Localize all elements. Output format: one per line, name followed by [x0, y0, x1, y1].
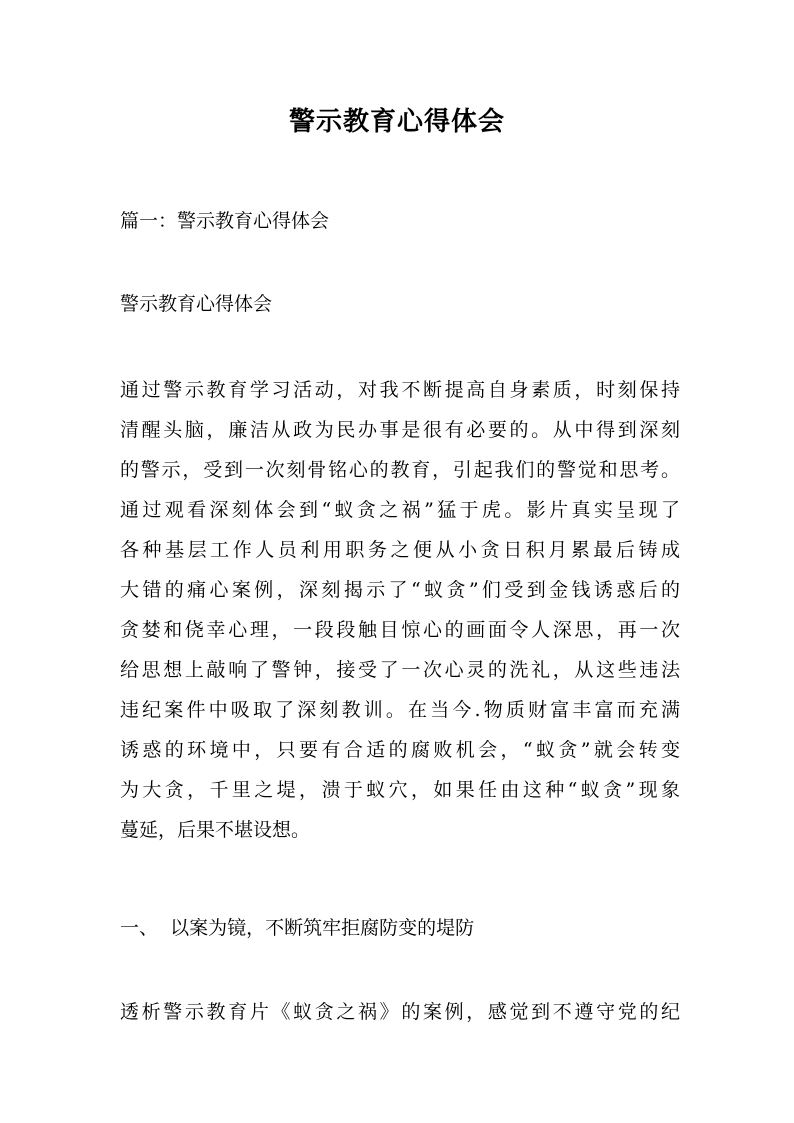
paragraph-line: 的警示，受到一次刻骨铭心的教育，引起我们的警觉和思考。 — [120, 459, 680, 481]
document-title: 警示教育心得体会 — [288, 107, 505, 137]
paragraph-line: 诱惑的环境中，只要有合适的腐败机会，“蚁贪”就会转变 — [120, 739, 680, 761]
paragraph-line: 透析警示教育片《蚁贪之祸》的案例，感觉到不遵守党的纪 — [120, 1001, 680, 1023]
paragraph-line: 各种基层工作人员利用职务之便从小贪日积月累最后铸成 — [120, 539, 680, 561]
paragraph-line: 贪婪和侥幸心理，一段段触目惊心的画面令人深思，再一次 — [120, 619, 680, 641]
paragraph-body — [120, 370, 680, 850]
paragraph-line: 违纪案件中吸取了深刻教训。在当今.物质财富丰富而充满 — [120, 699, 680, 721]
paragraph-line: 给思想上敲响了警钟，接受了一次心灵的洗礼，从这些违法 — [120, 659, 680, 681]
paragraph-line: 通过观看深刻体会到“蚁贪之祸”猛于虎。影片真实呈现了 — [120, 499, 680, 521]
paragraph-line: 大错的痛心案例，深刻揭示了“蚁贪”们受到金钱诱惑后的 — [120, 579, 680, 601]
point-heading: 一、 以案为镜，不断筑牢拒腐防变的堤防 — [120, 917, 475, 939]
paragraph-line: 为大贪，千里之堤，溃于蚁穴，如果任由这种“蚁贪”现象 — [120, 779, 680, 801]
subheading: 警示教育心得体会 — [120, 293, 273, 315]
paragraph-line: 蔓延，后果不堪设想。 — [120, 819, 311, 841]
section-heading: 篇一：警示教育心得体会 — [120, 210, 330, 232]
paragraph-line: 清醒头脑，廉洁从政为民办事是很有必要的。从中得到深刻 — [120, 419, 680, 441]
paragraph-line: 通过警示教育学习活动，对我不断提高自身素质，时刻保持 — [120, 379, 680, 401]
